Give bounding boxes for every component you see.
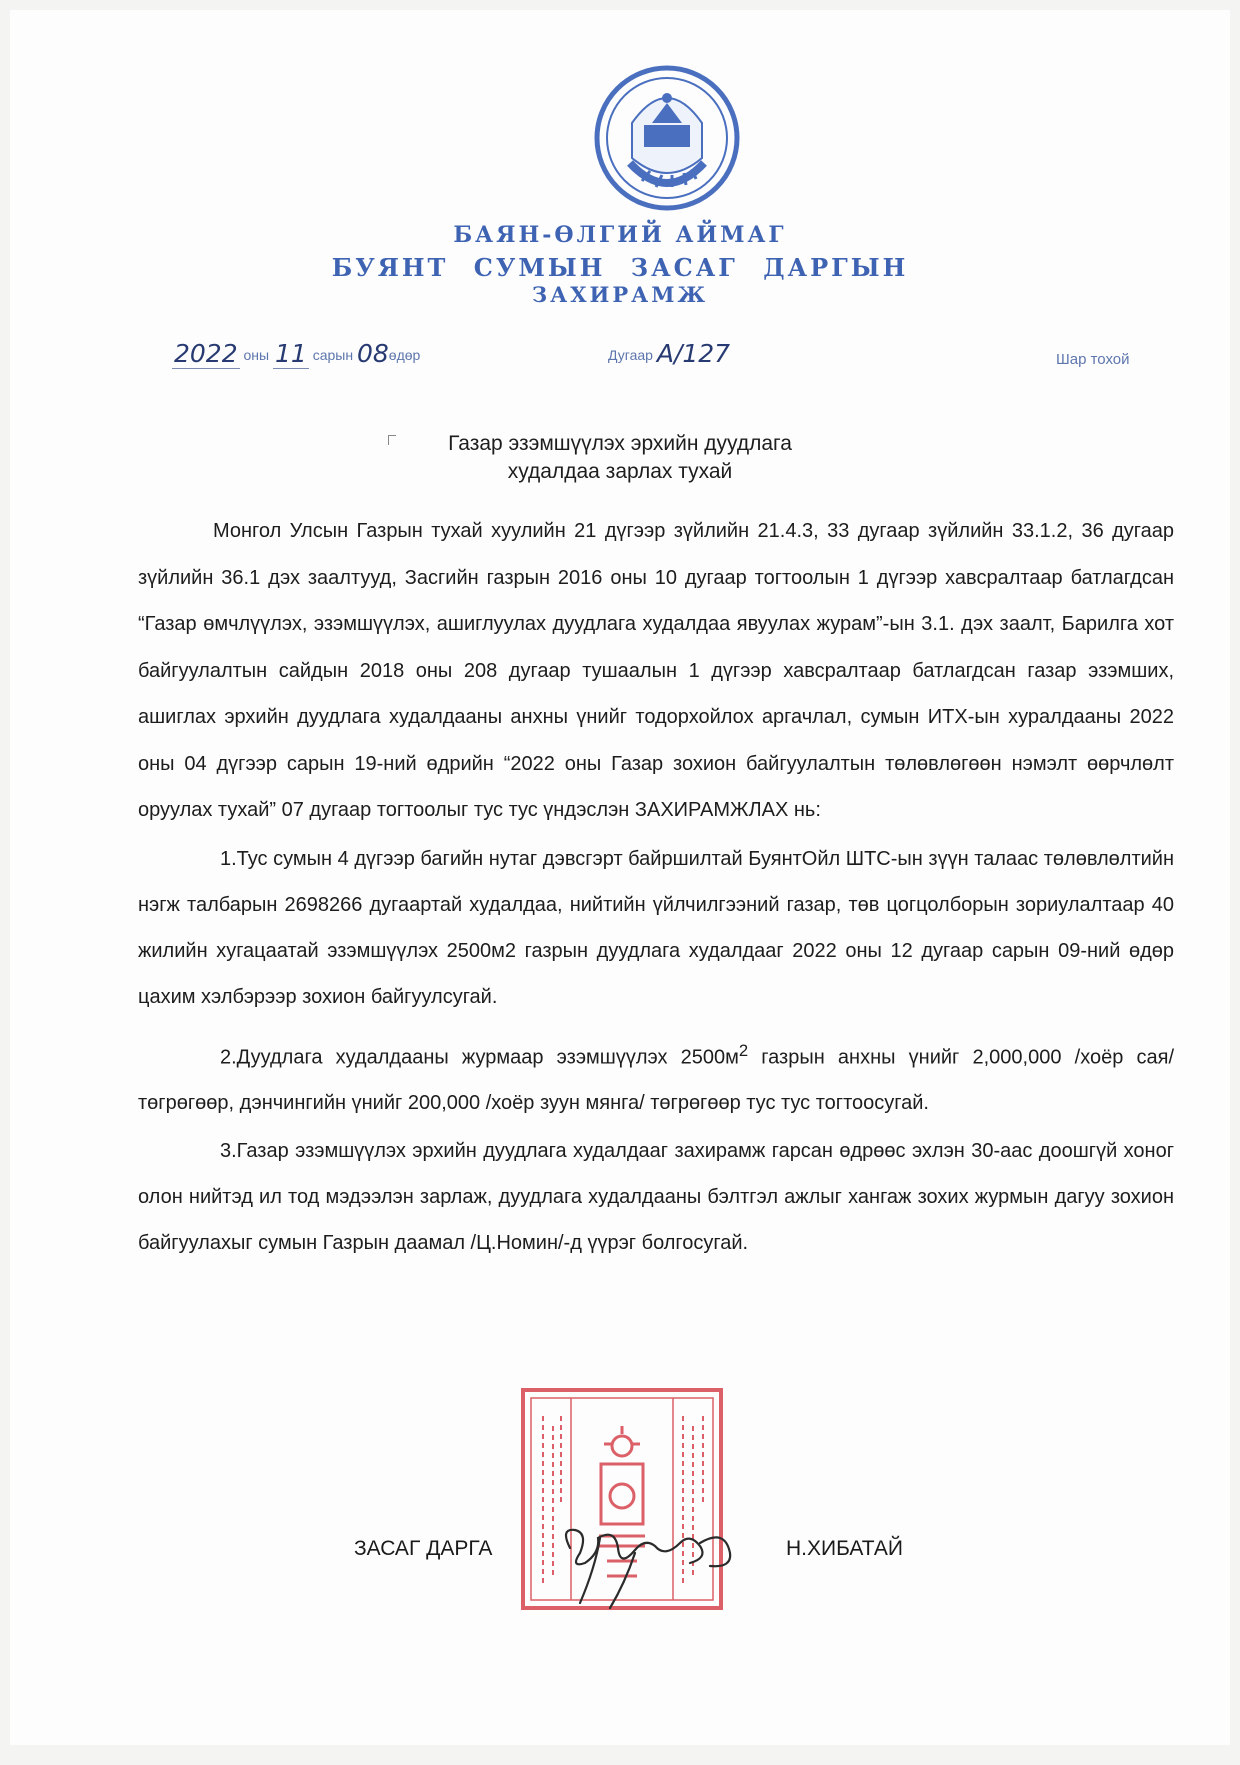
date-day: 08 xyxy=(356,339,389,368)
document-date xyxy=(172,337,420,367)
title-line-1: Газар эзэмшүүлэх эрхийн дуудлага xyxy=(448,432,792,455)
date-year: 2022 xyxy=(174,339,238,368)
handwritten-signature xyxy=(540,1508,755,1618)
document-title xyxy=(10,430,1230,486)
signatory-title: ЗАСАГ ДАРГА xyxy=(354,1537,493,1560)
date-day-label: өдөр xyxy=(388,347,421,363)
letterhead-doc-type: ЗАХИРАМЖ xyxy=(531,282,709,307)
date-year-label: оны xyxy=(243,347,270,363)
document-number xyxy=(608,337,730,367)
letterhead-province: БАЯН-ӨЛГИЙ АЙМАГ xyxy=(453,222,787,248)
order-item-2-superscript: 2 xyxy=(738,1040,749,1060)
order-item-2-start: 2.Дуудлага худалдааны журмаар эзэмшүүлэх 2500м xyxy=(220,1046,739,1069)
signatory-name: Н.ХИБАТАЙ xyxy=(786,1537,904,1560)
order-item-2 xyxy=(138,1028,1174,1127)
number-label: Дугаар xyxy=(608,347,653,363)
date-month-label: сарын xyxy=(312,347,354,363)
title-line-2: худалдаа зарлах тухай xyxy=(507,460,733,483)
number-value: А/127 xyxy=(656,339,731,368)
document-place: Шар тохой xyxy=(1056,351,1130,368)
date-month: 11 xyxy=(275,339,307,368)
letterhead-office: БУЯНТ СУМЫН ЗАСАГ ДАРГЫН xyxy=(331,253,909,282)
preamble-paragraph: Монгол Улсын Газрын тухай хуулийн 21 дүгээр зүйлийн 21.4.3, 33 дугаар зүйлийн 33.1.2, 36 дугаар зүйлийн 36.1 дэх заалтууд, Засгийн газрын 2016 оны 10 дугаар тогтоолын 1 дүгээр хавсралтаар батлагдсан “Газар өмчлүүлэх, эзэмшүүлэх, ашиглуулах дуудлага худалдаа явуулах журам”-ын 3.1. дэх заалт, Барилга хот байгуулалтын сайдын 2018 оны 208 дугаар тушаалын 1 дүгээр хавсралтаар батлагдсан газар эзэмших, ашиглах эрхийн дуудлага худалдааны анхны үнийг тодорхойлох аргачлал, сумын ИТХ-ын хуралдааны 2022 оны 04 дүгээр сарын 19-ний өдрийн “2022 оны Газар зохион байгуулалтын төлөвлөгөөн нэмэлт өөрчлөлт оруулах тухай” 07 дугаар тогтоолыг тус тус үндэслэн ЗАХИРАМЖЛАХ нь: xyxy=(138,520,1174,821)
order-item-1: 1.Тус сумын 4 дүгээр багийн нутаг дэвсгэрт байршилтай БуянтОйл ШТС-ын зүүн талаас төлөвлөлтийн нэгж талбарын 2698266 дугаартай худалдаа, нийтийн үйлчилгээний газар, төв цогцолборын зориулалтаар 40 жилийн хугацаатай эзэмшүүлэх 2500м2 газрын дуудлага худалдааг 2022 оны 12 дугаар сарын 09-ний өдөр цахим хэлбэрээр зохион байгуулсугай. xyxy=(138,847,1174,1008)
document-body xyxy=(138,508,1174,1266)
state-emblem-icon xyxy=(592,63,742,213)
order-item-3: 3.Газар эзэмшүүлэх эрхийн дуудлага худалдааг захирамж гарсан өдрөөс эхлэн 30-аас доошгүй хоног олон нийтэд ил тод мэдээлэн зарлаж, дуудлага худалдааны бэлтгэл ажлыг хангаж зохих журмын дагуу зохион байгуулахыг сумын Газрын даамал /Ц.Номин/-д үүрэг болгосугай. xyxy=(138,1140,1174,1255)
document-page xyxy=(10,10,1230,1745)
order-item-2-end: газрын анхны үнийг 2,000,000 /хоёр сая/ төгрөгөөр, дэнчингийн үнийг 200,000 /хоёр зуун мянга/ төгрөгөөр тус тус тогтоосугай. xyxy=(138,1046,1175,1115)
